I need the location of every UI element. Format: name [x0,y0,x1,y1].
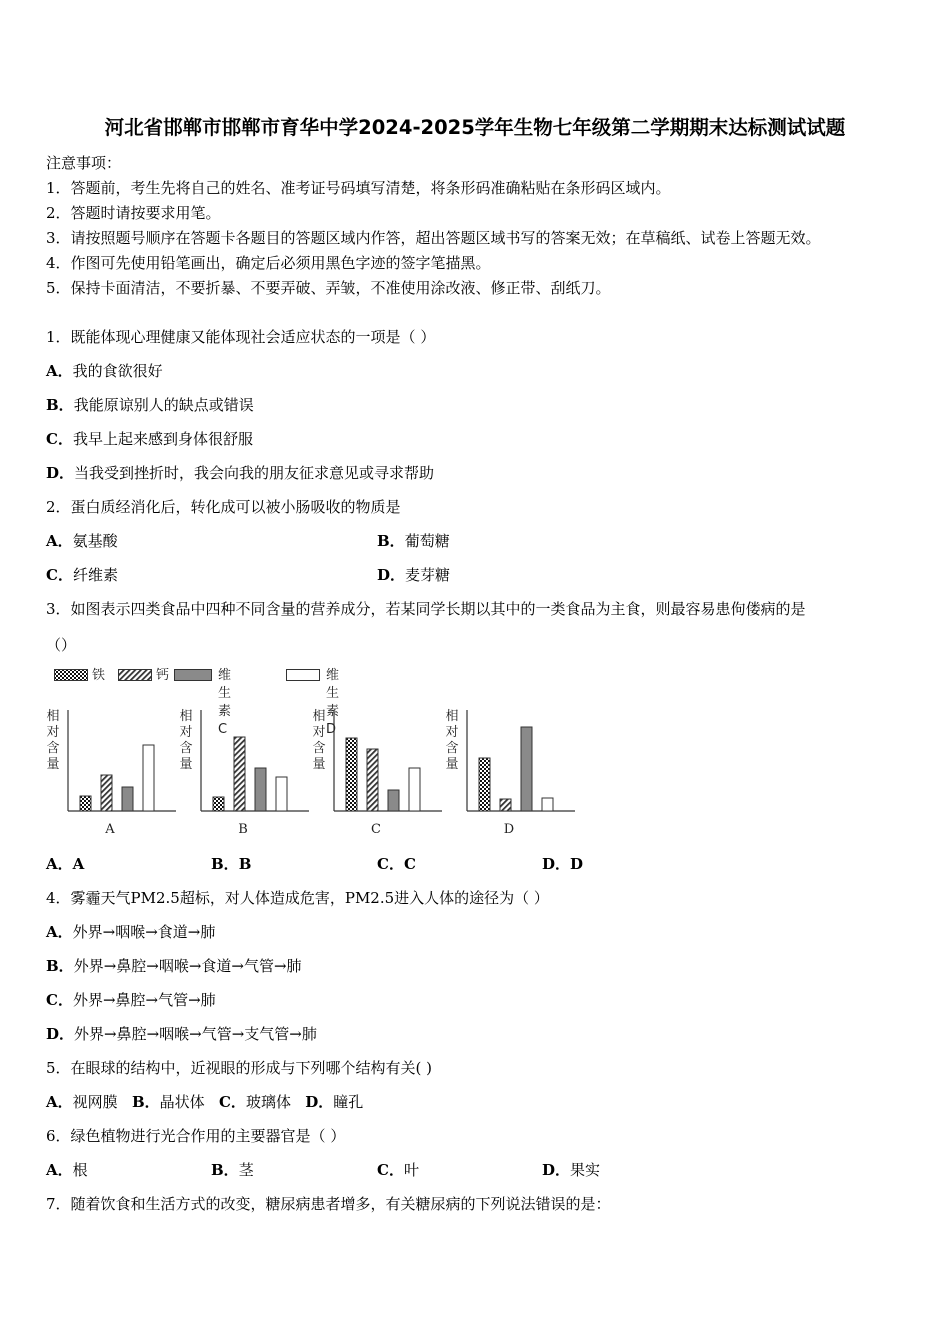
q6-option-a[interactable]: A．根 [46,1161,88,1179]
question-3-stem-cont: （） [46,636,77,654]
panel-label-b: B [238,822,248,837]
bar-b-calcium [234,737,245,811]
question-7-stem: 7．随着饮食和生活方式的改变，糖尿病患者增多，有关糖尿病的下列说法错误的是： [46,1195,611,1213]
bar-d-vitamin-c [521,727,532,811]
y-axis-label-char: 含 [46,741,60,756]
q3-option-d[interactable]: D．D [542,855,584,873]
q4-option-d[interactable]: D．外界→鼻腔→咽喉→气管→支气管→肺 [46,1025,317,1043]
y-axis-label-char: 对 [179,725,193,740]
q5-option-c[interactable]: C．玻璃体 [218,1093,291,1111]
q5-options [46,1092,363,1112]
y-axis-label-char: 量 [312,757,326,772]
q1-option-b[interactable]: B．我能原谅别人的缺点或错误 [46,396,254,414]
y-axis-label-char: 含 [445,741,459,756]
panel-label-c: C [371,822,381,837]
chart-panel-c [312,708,442,837]
question-4-stem: 4．雾霾天气PM2.5超标，对人体造成危害，PM2.5进入人体的途径为（ ） [46,889,549,907]
chart-panel-a [46,708,176,837]
y-axis-label-char: 量 [179,757,193,772]
question-5-stem: 5．在眼球的结构中，近视眼的形成与下列哪个结构有关( ) [46,1059,433,1077]
question-2-stem: 2．蛋白质经消化后，转化成可以被小肠吸收的物质是 [46,498,401,516]
y-axis-label-char: 含 [312,741,326,756]
notice-item-2: 2．答题时请按要求用笔。 [46,204,221,222]
y-axis-label-char: 相 [179,709,193,724]
notice-item-4: 4．作图可先使用铅笔画出，确定后必须用黑色字迹的签字笔描黑。 [46,254,491,272]
notice-item-5: 5．保持卡面清洁，不要折暴、不要弄破、弄皱，不准使用涂改液、修正带、刮纸刀。 [46,279,611,297]
bar-c-calcium [367,749,378,811]
legend-label-vitamin-c: 维生素 C [218,668,232,737]
q6-option-c[interactable]: C．叶 [377,1161,419,1179]
legend-label-vitamin-d: 维生素 D [326,668,340,737]
q6-option-b[interactable]: B．茎 [211,1161,254,1179]
bar-d-iron [479,758,490,811]
nutrient-bar-charts [40,700,600,845]
bar-b-iron [213,797,224,811]
legend-swatch-vitamin-c [174,669,212,681]
bar-d-vitamin-d [542,798,553,811]
q5-option-b[interactable]: B．晶状体 [131,1093,205,1111]
y-axis-label-char: 量 [46,757,60,772]
q3-option-b[interactable]: B．B [211,855,252,873]
panel-label-a: A [105,822,115,837]
bar-a-vitamin-c [122,787,133,811]
bar-d-calcium [500,799,511,811]
bar-a-iron [80,796,91,811]
q3-option-c[interactable]: C．C [377,855,416,873]
q2-option-d[interactable]: D．麦芽糖 [377,566,451,584]
q6-option-d[interactable]: D．果实 [542,1161,601,1179]
question-1-stem: 1．既能体现心理健康又能体现社会适应状态的一项是（ ） [46,328,436,346]
chart-panel-d [445,708,575,837]
q4-option-a[interactable]: A．外界→咽喉→食道→肺 [46,923,216,941]
page-title: 河北省邯郸市邯郸市育华中学2024-2025学年生物七年级第二学期期末达标测试试题 [104,116,846,139]
y-axis-label-char: 对 [46,725,60,740]
q1-option-a[interactable]: A．我的食欲很好 [46,362,163,380]
legend-swatch-vitamin-d [286,669,320,681]
bar-c-vitamin-d [409,768,420,811]
y-axis-label-char: 对 [445,725,459,740]
q1-option-d[interactable]: D．当我受到挫折时，我会向我的朋友征求意见或寻求帮助 [46,464,435,482]
legend-label-calcium: 钙 [156,668,170,683]
q4-option-b[interactable]: B．外界→鼻腔→咽喉→食道→气管→肺 [46,957,302,975]
q1-option-c[interactable]: C．我早上起来感到身体很舒服 [46,430,253,448]
q5-option-d[interactable]: D．瞳孔 [305,1093,364,1111]
q2-option-c[interactable]: C．纤维素 [46,566,118,584]
y-axis-label-char: 对 [312,725,326,740]
bar-a-vitamin-d [143,745,154,811]
y-axis-label-char: 量 [445,757,459,772]
legend-swatch-calcium [118,669,152,681]
legend-label-iron: 铁 [92,668,106,683]
notice-item-1: 1．答题前，考生先将自己的姓名、准考证号码填写清楚，将条形码准确粘贴在条形码区域内。 [46,179,671,197]
q2-option-a[interactable]: A．氨基酸 [46,532,118,550]
chart-panel-b [179,708,309,837]
y-axis-label-char: 相 [445,709,459,724]
question-3-stem: 3．如图表示四类食品中四种不同含量的营养成分，若某同学长期以其中的一类食品为主食，则最容易患佝偻病的是 [46,600,806,618]
notice-item-3: 3．请按照题号顺序在答题卡各题目的答题区域内作答，超出答题区域书写的答案无效；在草稿纸、试卷上答题无效。 [46,229,821,247]
bar-c-iron [346,738,357,811]
bar-c-vitamin-c [388,790,399,811]
question-6-stem: 6．绿色植物进行光合作用的主要器官是（ ） [46,1127,346,1145]
q5-option-a[interactable]: A．视网膜 [46,1093,118,1111]
q2-option-b[interactable]: B．葡萄糖 [377,532,450,550]
bar-b-vitamin-c [255,768,266,811]
q4-option-c[interactable]: C．外界→鼻腔→气管→肺 [46,991,216,1009]
panel-label-d: D [503,822,515,837]
y-axis-label-char: 相 [46,709,60,724]
q3-option-a[interactable]: A．A [46,855,85,873]
y-axis-label-char: 相 [312,709,326,724]
bar-b-vitamin-d [276,777,287,811]
notice-heading: 注意事项： [46,154,122,172]
legend-swatch-iron [54,669,88,681]
bar-a-calcium [101,775,112,811]
y-axis-label-char: 含 [179,741,193,756]
